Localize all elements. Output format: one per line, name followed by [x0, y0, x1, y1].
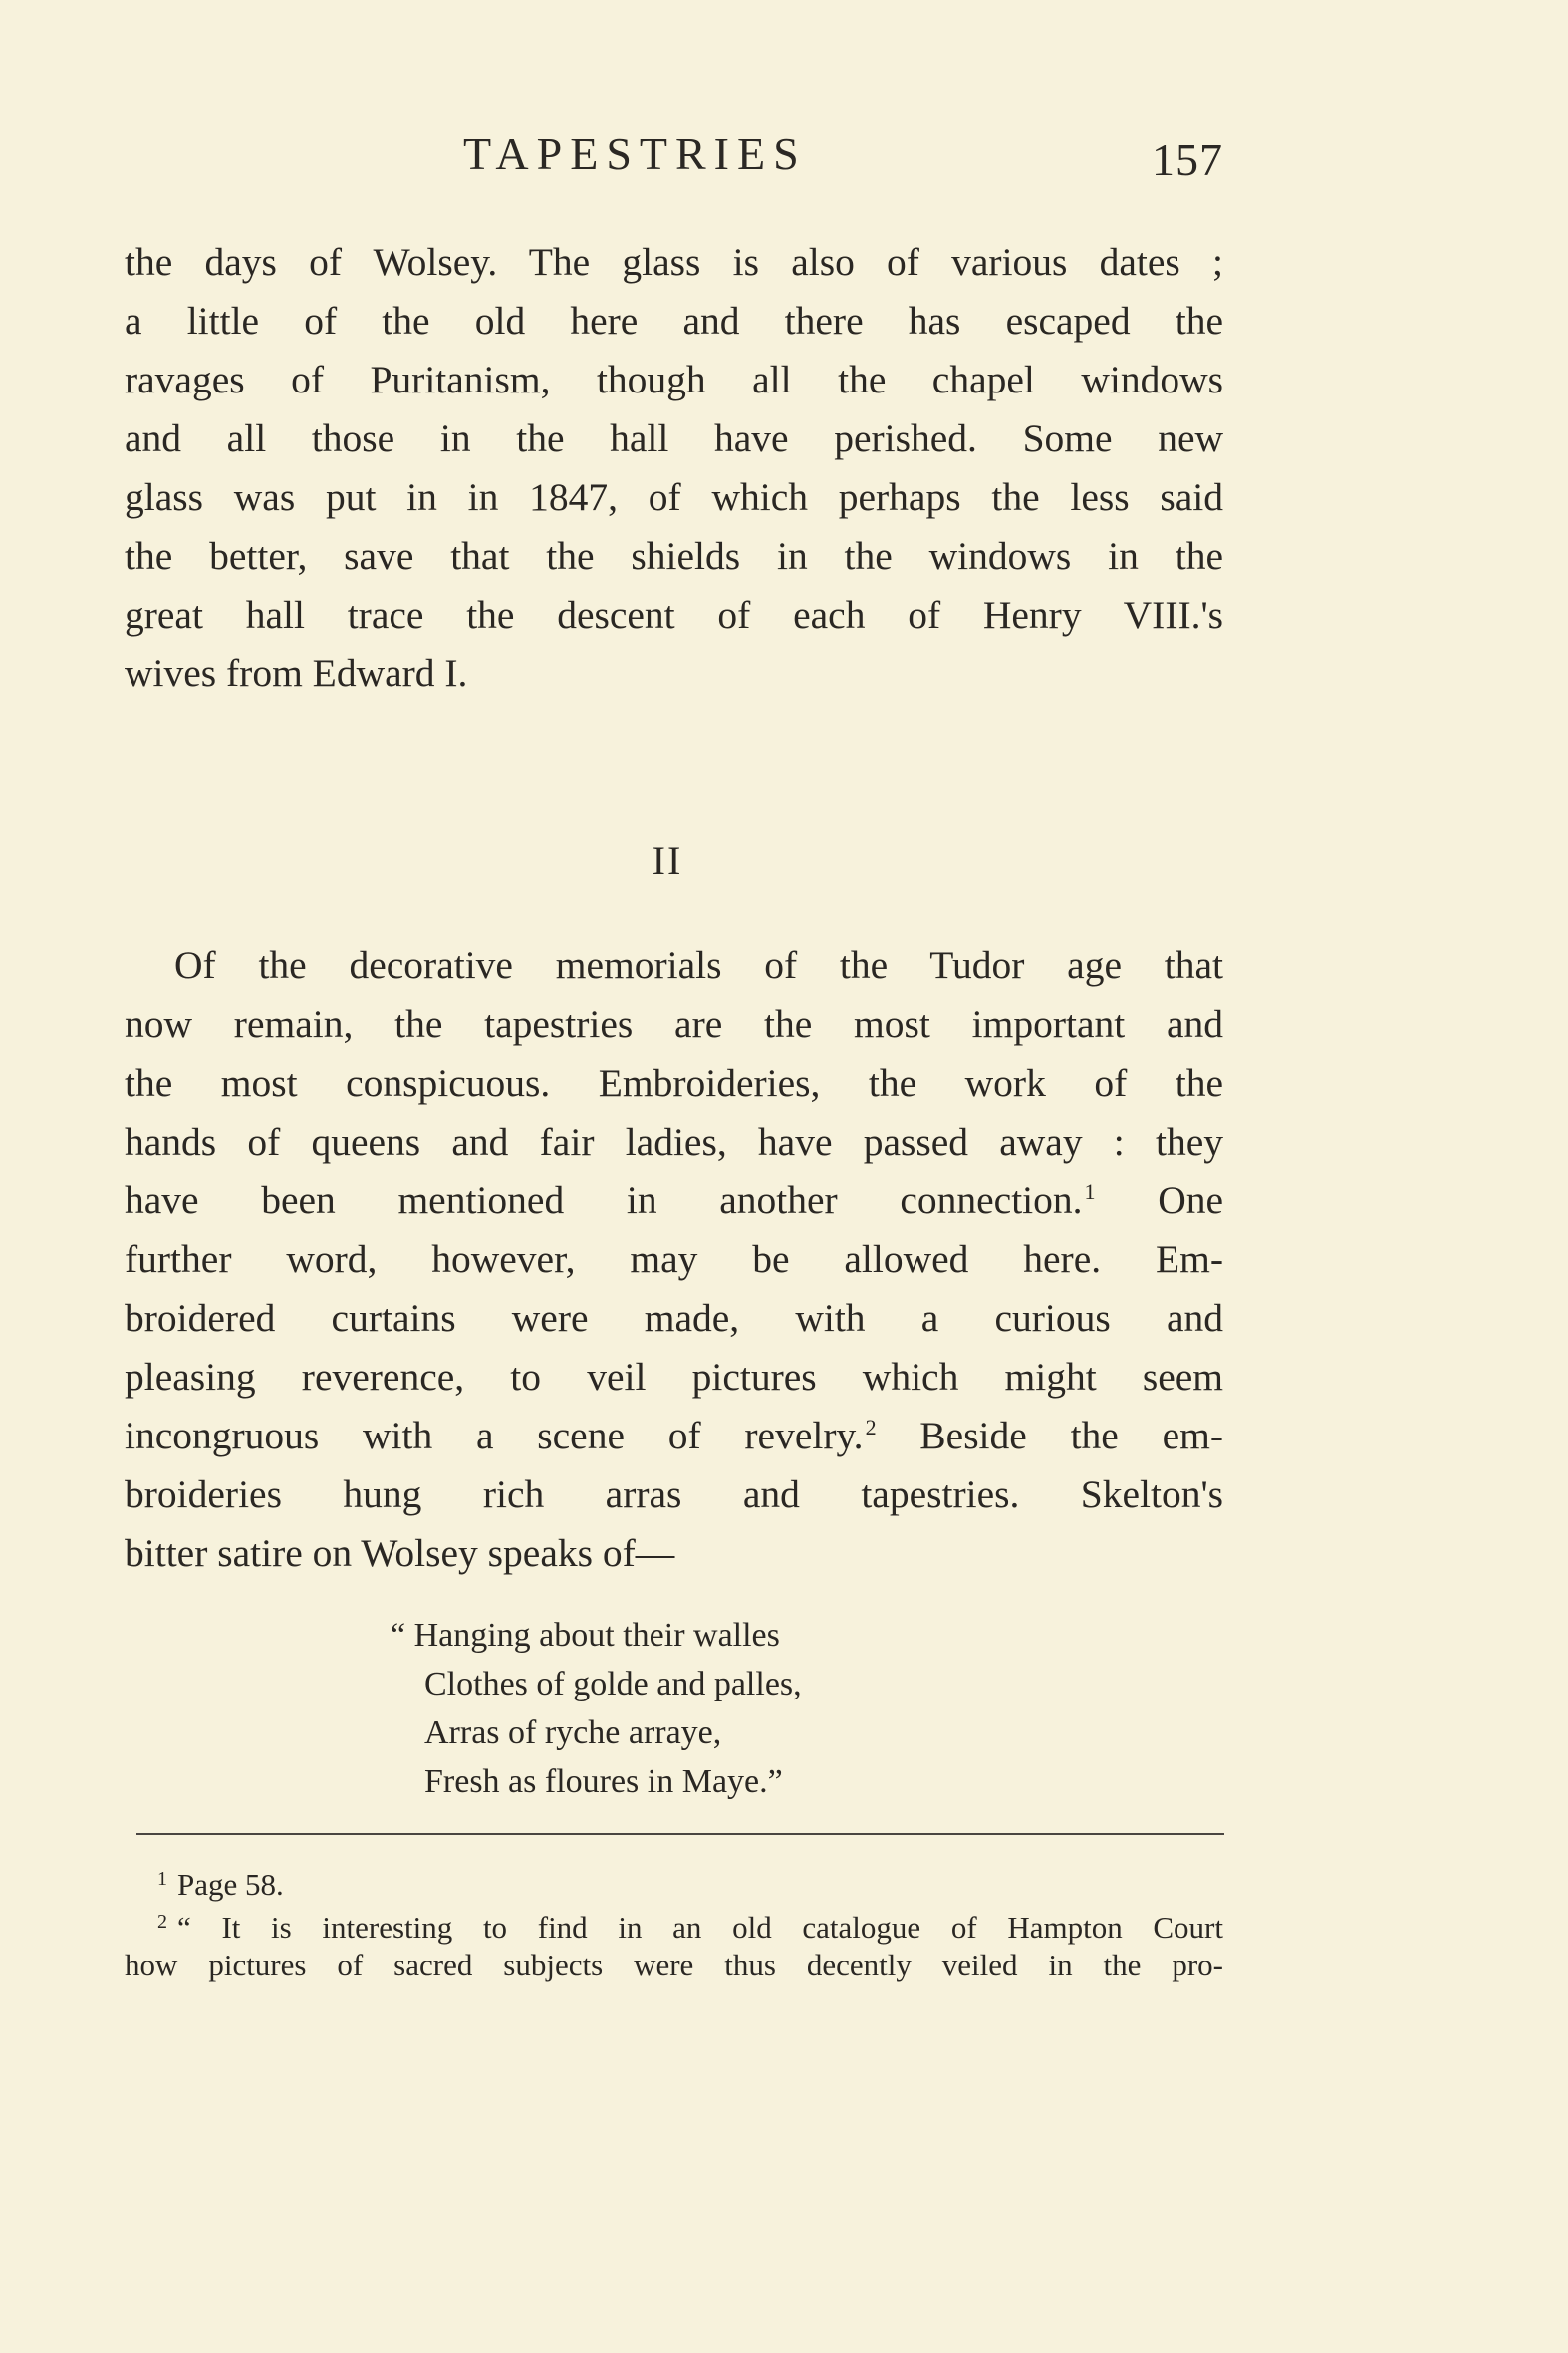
text-line: bitter satire on Wolsey speaks of— — [125, 1531, 675, 1575]
footnote-2-continued: how pictures of sacred subjects were thus decently veiled in the pro- — [125, 1948, 1223, 1982]
text-line: now remain, the tapestries are the most important and — [125, 1002, 1223, 1046]
paragraph-tapestries — [125, 936, 1223, 1583]
text-line: wives from Edward I. — [125, 652, 468, 695]
text-line — [125, 1407, 1223, 1465]
running-title: TAPESTRIES — [463, 129, 807, 179]
footnote-text: Page 58. — [177, 1867, 284, 1902]
text-line: further word, however, may be allowed here. Em- — [125, 1237, 1223, 1281]
text-line: the better, save that the shields in the windows in the — [125, 534, 1223, 578]
verse-line: Fresh as floures in Maye.” — [424, 1763, 783, 1800]
verse-line: “ Hanging about their walles — [391, 1617, 780, 1654]
text-line: broideries hung rich arras and tapestries. Skelton's — [125, 1472, 1223, 1516]
text-line: the days of Wolsey. The glass is also of various dates ; — [125, 240, 1223, 284]
text-fragment: Beside the em- — [876, 1414, 1223, 1457]
footnote-2 — [125, 1901, 1223, 1944]
footnote-reference[interactable]: 1 — [1084, 1179, 1096, 1204]
text-line: Of the decorative memorials of the Tudor age that — [174, 943, 1223, 987]
footnote-number: 1 — [157, 1868, 167, 1890]
footnote-1 — [125, 1858, 1223, 1901]
text-line: pleasing reverence, to veil pictures which might seem — [125, 1355, 1223, 1399]
paragraph-continued — [125, 233, 1223, 703]
section-heading: II — [652, 838, 683, 883]
text-line: and all those in the hall have perished. Some new — [125, 416, 1223, 460]
page-number: 157 — [1152, 134, 1223, 185]
verse-quotation — [391, 1611, 802, 1806]
footnote-reference[interactable]: 2 — [865, 1415, 877, 1439]
text-line: glass was put in in 1847, of which perhaps the less said — [125, 475, 1223, 519]
running-header — [125, 128, 1223, 187]
text-line: ravages of Puritanism, though all the chapel windows — [125, 358, 1223, 401]
text-line: the most conspicuous. Embroideries, the work of the — [125, 1061, 1223, 1105]
text-fragment: One — [1095, 1178, 1224, 1222]
text-line: great hall trace the descent of each of Henry VIII.'s — [125, 593, 1223, 637]
text-line: a little of the old here and there has escaped the — [125, 299, 1223, 343]
text-line: hands of queens and fair ladies, have passed away : they — [125, 1120, 1223, 1164]
verse-line: Arras of ryche arraye, — [424, 1714, 722, 1751]
footnote-number: 2 — [157, 1911, 167, 1933]
footnote-text: “ It is interesting to find in an old catalogue of Hampton Court — [177, 1910, 1223, 1945]
text-fragment: incongruous with a scene of revelry. — [125, 1414, 864, 1457]
verse-line: Clothes of golde and palles, — [424, 1666, 802, 1702]
text-fragment: have been mentioned in another connection. — [125, 1178, 1083, 1222]
text-line: broidered curtains were made, with a curious and — [125, 1296, 1223, 1340]
text-line — [125, 1172, 1223, 1230]
footnotes — [125, 1858, 1223, 1986]
footnote-divider — [136, 1833, 1224, 1835]
